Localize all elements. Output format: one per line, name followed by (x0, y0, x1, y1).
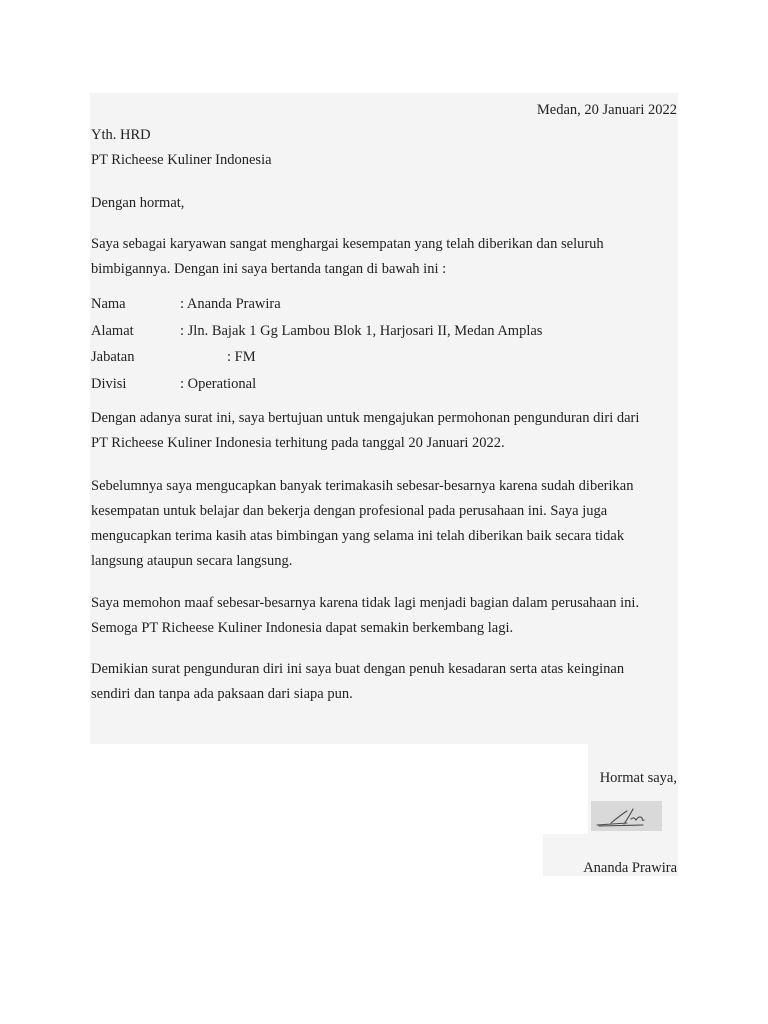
paragraph-2-line-2: kesempatan untuk belajar dan bekerja dengan profesional pada perusahaan ini. Saya juga (91, 503, 608, 519)
paragraph-3-line-2: Semoga PT Richeese Kuliner Indonesia dapat semakin berkembang lagi. (91, 620, 514, 636)
place-date: Medan, 20 Januari 2022 (536, 102, 677, 118)
paragraph-3-line-1: Saya memohon maaf sebesar-besarnya karena tidak lagi menjadi bagian dalam perusahaan ini. (91, 595, 640, 611)
paragraph-4-line-2: sendiri dan tanpa ada paksaan dari siapa pun. (91, 686, 353, 702)
paragraph-2-line-4: langsung ataupun secara langsung. (91, 553, 293, 569)
field-value-divisi: : Operational (180, 376, 257, 392)
paragraph-1-line-2: PT Richeese Kuliner Indonesia terhitung pada tanggal 20 Januari 2022. (91, 435, 505, 451)
field-label-nama: Nama (91, 296, 126, 312)
signer-name: Ananda Prawira (583, 860, 677, 876)
paragraph-4-line-1: Demikian surat pengunduran diri ini saya buat dengan penuh kesadaran serta atas keinginan (91, 661, 625, 677)
recipient-line-2: PT Richeese Kuliner Indonesia (91, 152, 272, 168)
field-label-jabatan: Jabatan (91, 349, 135, 365)
field-value-alamat: : Jln. Bajak 1 Gg Lambou Blok 1, Harjosari II, Medan Amplas (180, 323, 543, 339)
field-value-jabatan: : FM (227, 349, 256, 365)
field-value-nama: : Ananda Prawira (180, 296, 281, 312)
signature-scribble (591, 801, 662, 831)
paragraph-2-line-1: Sebelumnya saya mengucapkan banyak terimakasih sebesar-besarnya karena sudah diberikan (91, 478, 634, 494)
signature-image (591, 801, 662, 831)
intro-line-1: Saya sebagai karyawan sangat menghargai kesempatan yang telah diberikan dan seluruh (91, 236, 604, 252)
greeting: Dengan hormat, (91, 195, 185, 211)
field-label-divisi: Divisi (91, 376, 127, 392)
paragraph-1-line-1: Dengan adanya surat ini, saya bertujuan untuk mengajukan permohonan pengunduran diri dari (91, 410, 640, 426)
recipient-line-1: Yth. HRD (91, 127, 151, 143)
paragraph-2-line-3: mengucapkan terima kasih atas bimbingan yang selama ini telah diberikan baik secara tidak (91, 528, 625, 544)
field-label-alamat: Alamat (91, 323, 134, 339)
closing: Hormat saya, (599, 770, 677, 786)
intro-line-2: bimbigannya. Dengan ini saya bertanda tangan di bawah ini : (91, 261, 447, 277)
